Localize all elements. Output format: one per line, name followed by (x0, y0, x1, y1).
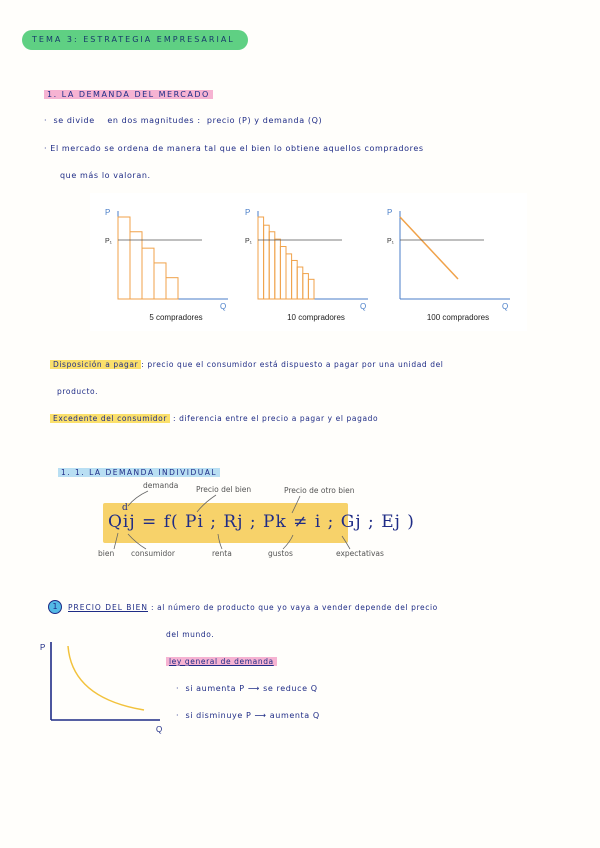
formula-superscript: d (122, 503, 128, 513)
page-title: TEMA 3: ESTRATEGIA EMPRESARIAL (22, 30, 248, 50)
def-disposicion-line2: producto. (57, 387, 99, 396)
bullet-mercado-line2: que más lo valoran. (60, 171, 151, 180)
chart-caption: 100 compradores (426, 313, 490, 322)
ley-demanda-text: ley general de demanda (166, 657, 277, 666)
chart-axis-label-q: Q (360, 302, 367, 311)
sketch-axis-q: Q (156, 725, 163, 734)
annotation-bien: bien (98, 549, 115, 558)
arrow-gustos (283, 535, 293, 549)
section-heading-individual-text: 1. 1. LA DEMANDA INDIVIDUAL (58, 468, 220, 477)
annotation-precio-otro-bien: Precio de otro bien (284, 486, 355, 495)
def-term-disposicion: Disposición a pagar (50, 360, 141, 369)
sketch-demand-curve (68, 646, 144, 710)
annotation-consumidor: consumidor (131, 549, 175, 558)
annotation-precio-bien: Precio del bien (196, 485, 252, 494)
law-bullet-2 (176, 711, 320, 720)
law-bullet-2-text: si disminuye P ⟶ aumenta Q (185, 711, 320, 720)
precio-bien-line1 (68, 603, 438, 612)
bullet-rest: precio (P) y demanda (Q) (206, 116, 323, 125)
annotation-expectativas: expectativas (336, 549, 384, 558)
arrow-bien (114, 533, 118, 549)
annotation-demanda: demanda (143, 481, 179, 490)
demand-formula: Qij = f( Pi ; Rj ; Pk ≠ i ; Gj ; Ej ) (108, 512, 415, 532)
section-heading-text: 1. LA DEMANDA DEL MERCADO (44, 90, 213, 99)
section-number-badge: 1 (48, 600, 62, 614)
law-bullet-1-text: si aumenta P ⟶ se reduce Q (185, 684, 318, 693)
bullet-mid: en dos magnitudes : (107, 116, 201, 125)
def-text-excedente: : diferencia entre el precio a pagar y el pagado (173, 414, 379, 423)
precio-bien-heading: PRECIO DEL BIEN (68, 603, 148, 612)
bullet-dot: · (44, 144, 51, 153)
arrow-expectativas (342, 536, 350, 549)
sketch-axis-p: P (40, 643, 46, 652)
def-term-excedente: Excedente del consumidor (50, 414, 170, 423)
bullet-prefix: se divide (53, 116, 95, 125)
arrow-demanda (128, 491, 148, 506)
demand-curve-sketch (36, 636, 166, 736)
chart-axis-label-p: P (245, 208, 251, 217)
chart-caption: 5 compradores (149, 313, 203, 322)
law-bullet-1 (176, 684, 318, 693)
bullet-dot: · (176, 711, 186, 720)
arrow-precio-bien (197, 495, 216, 512)
chart-price-label: P₁ (105, 238, 113, 245)
precio-bien-text: : al número de producto que yo vaya a vender depende del precio (150, 603, 438, 612)
chart-axis-label-p: P (387, 208, 393, 217)
annotation-gustos: gustos (268, 549, 293, 558)
bullet-dot: · (176, 684, 186, 693)
precio-bien-line2: del mundo. (166, 630, 215, 639)
arrow-renta (218, 534, 222, 549)
chart-axis-label-q: Q (502, 302, 509, 311)
ley-demanda (166, 657, 277, 666)
arrow-precio-otro (292, 496, 300, 513)
chart-axis-label-q: Q (220, 302, 227, 311)
chart-price-label: P₁ (245, 238, 253, 245)
chart-price-label: P₁ (387, 238, 395, 245)
arrow-consumidor (128, 534, 146, 549)
annotation-renta: renta (212, 549, 232, 558)
bullet-dot: · (44, 116, 54, 125)
def-text-disposicion: : precio que el consumidor está dispuesto a pagar por una unidad del (141, 360, 444, 369)
chart-caption: 10 compradores (287, 313, 345, 322)
chart-axis-label-p: P (105, 208, 111, 217)
bullet-mercado-text: El mercado se ordena de manera tal que el bien lo obtiene aquellos compradores (50, 144, 424, 153)
